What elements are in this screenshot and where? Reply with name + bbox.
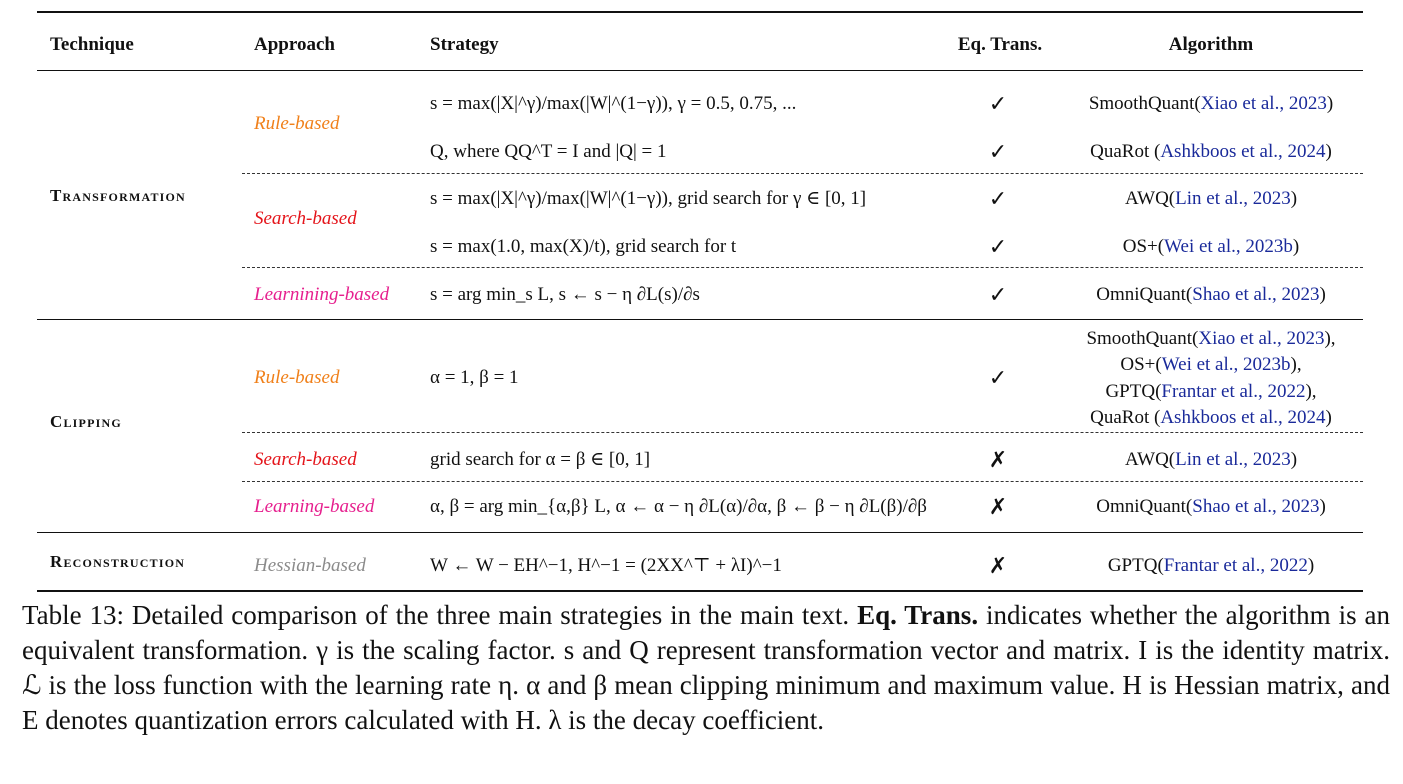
paren-close: ), [1290,354,1302,375]
algorithm-name: SmoothQuant( [1086,328,1199,349]
strategy-formula: s = max(|X|^γ)/max(|W|^(1−γ)), γ = 0.5, 0.75, ... [430,93,797,114]
algorithm-name: AWQ( [1124,188,1176,209]
paren-close: ) [1290,449,1298,470]
approach-learning-based: Learnining-based [254,284,390,305]
header-eq-trans: Eq. Trans. [957,34,1043,55]
header-strategy: Strategy [430,34,499,55]
technique-reconstruction: Reconstruction [50,552,186,571]
paren-close: ) [1319,284,1326,305]
check-mark: ✓ [988,186,1008,211]
citation-link[interactable]: Xiao et al., 2023 [1200,93,1327,114]
check-mark: ✓ [988,282,1008,307]
technique-clipping: Clipping [50,412,122,431]
approach-rule-based: Rule-based [254,367,340,388]
check-mark: ✓ [988,91,1008,116]
strategy-formula: s = max(1.0, max(X)/t), grid search for t [430,236,737,257]
algorithm-entry [1051,140,1371,164]
algorithm-entry [1051,495,1371,519]
divider-dashed [242,481,1363,482]
section-rule [37,319,1363,320]
approach-learning-based: Learning-based [254,496,375,517]
citation-link[interactable]: Frantar et al., 2022 [1161,381,1306,402]
top-rule [37,11,1363,13]
citation-link[interactable]: Xiao et al., 2023 [1198,328,1325,349]
header-rule [37,70,1363,71]
strategy-formula: s = arg min_s L, s ← s − η ∂L(s)/∂s [430,284,700,305]
check-mark: ✓ [988,234,1008,259]
caption-text: indicates whether the algorithm is an equivalent transformation. γ is the scaling factor. s and Q represent transformation vector and matrix. I is the identity matrix. ℒ is the loss function with the learning rate η. α and β mean clipping minimum and maximum value. H is Hessian matrix, and E denotes quantization errors calculated with H. λ is the decay coefficient. [22,600,1390,735]
header-approach: Approach [254,34,335,55]
algorithm-name: GPTQ( [1107,555,1164,576]
algorithm-entry [1051,353,1371,377]
approach-rule-based: Rule-based [254,113,340,134]
algorithm-entry [1051,554,1371,578]
check-mark: ✓ [988,365,1008,390]
cross-mark: ✗ [988,447,1008,472]
algorithm-entry [1051,283,1371,307]
citation-link[interactable]: Ashkboos et al., 2024 [1160,407,1326,428]
citation-link[interactable]: Shao et al., 2023 [1192,496,1320,517]
algorithm-name: OS+( [1120,354,1162,375]
cross-mark: ✗ [988,494,1008,519]
algorithm-entry [1051,327,1371,351]
algorithm-name: QuaRot ( [1090,407,1161,428]
citation-link[interactable]: Wei et al., 2023b [1161,354,1291,375]
citation-link[interactable]: Ashkboos et al., 2024 [1160,141,1326,162]
divider-dashed [242,267,1363,268]
header-algorithm: Algorithm [1168,34,1254,55]
paren-close: ) [1319,496,1326,517]
paren-close: ), [1324,328,1336,349]
algorithm-name: OS+( [1122,236,1165,257]
algorithm-entry [1051,92,1371,116]
divider-dashed [242,432,1363,433]
paren-close: ) [1325,407,1332,428]
approach-search-based: Search-based [254,449,357,470]
strategy-formula: s = max(|X|^γ)/max(|W|^(1−γ)), grid search for γ ∈ [0, 1] [430,188,867,209]
bottom-rule [37,590,1363,592]
table-caption [22,598,1390,738]
caption-text: Detailed comparison of the three main strategies in the main text. [124,600,858,630]
check-mark: ✓ [988,139,1008,164]
section-rule [37,532,1363,533]
caption-label: Table 13: [22,600,124,630]
algorithm-entry [1051,187,1371,211]
strategy-formula: α = 1, β = 1 [430,367,519,388]
algorithm-name: QuaRot ( [1090,141,1161,162]
paren-close: ) [1325,141,1332,162]
strategy-formula: α, β = arg min_{α,β} L, α ← α − η ∂L(α)/∂α, β ← β − η ∂L(β)/∂β [430,496,927,517]
cross-mark: ✗ [988,553,1008,578]
strategy-formula: Q, where QQ^T = I and |Q| = 1 [430,141,667,162]
header-technique: Technique [50,34,134,55]
citation-link[interactable]: Shao et al., 2023 [1192,284,1320,305]
citation-link[interactable]: Frantar et al., 2022 [1163,555,1308,576]
algorithm-entry [1051,380,1371,404]
citation-link[interactable]: Lin et al., 2023 [1175,449,1291,470]
algorithm-name: OmniQuant( [1096,284,1193,305]
divider-dashed [242,173,1363,174]
algorithm-entry [1051,406,1371,430]
technique-transformation: Transformation [50,186,186,205]
algorithm-name: AWQ( [1124,449,1176,470]
paren-close: ) [1290,188,1298,209]
algorithm-name: SmoothQuant( [1088,93,1201,114]
paren-close: ) [1326,93,1334,114]
approach-hessian-based: Hessian-based [254,555,366,576]
caption-bold-term: Eq. Trans. [857,600,979,630]
citation-link[interactable]: Lin et al., 2023 [1175,188,1291,209]
strategy-formula: grid search for α = β ∈ [0, 1] [430,449,651,470]
approach-search-based: Search-based [254,208,357,229]
algorithm-name: GPTQ( [1105,381,1162,402]
strategy-formula: W ← W − EH^−1, H^−1 = (2XX^⊤ + λI)^−1 [430,555,782,576]
paren-close: ) [1292,236,1300,257]
citation-link[interactable]: Wei et al., 2023b [1164,236,1293,257]
algorithm-name: OmniQuant( [1096,496,1193,517]
paren-close: ) [1307,555,1315,576]
paren-close: ), [1305,381,1317,402]
algorithm-entry [1051,235,1371,259]
algorithm-entry [1051,448,1371,472]
